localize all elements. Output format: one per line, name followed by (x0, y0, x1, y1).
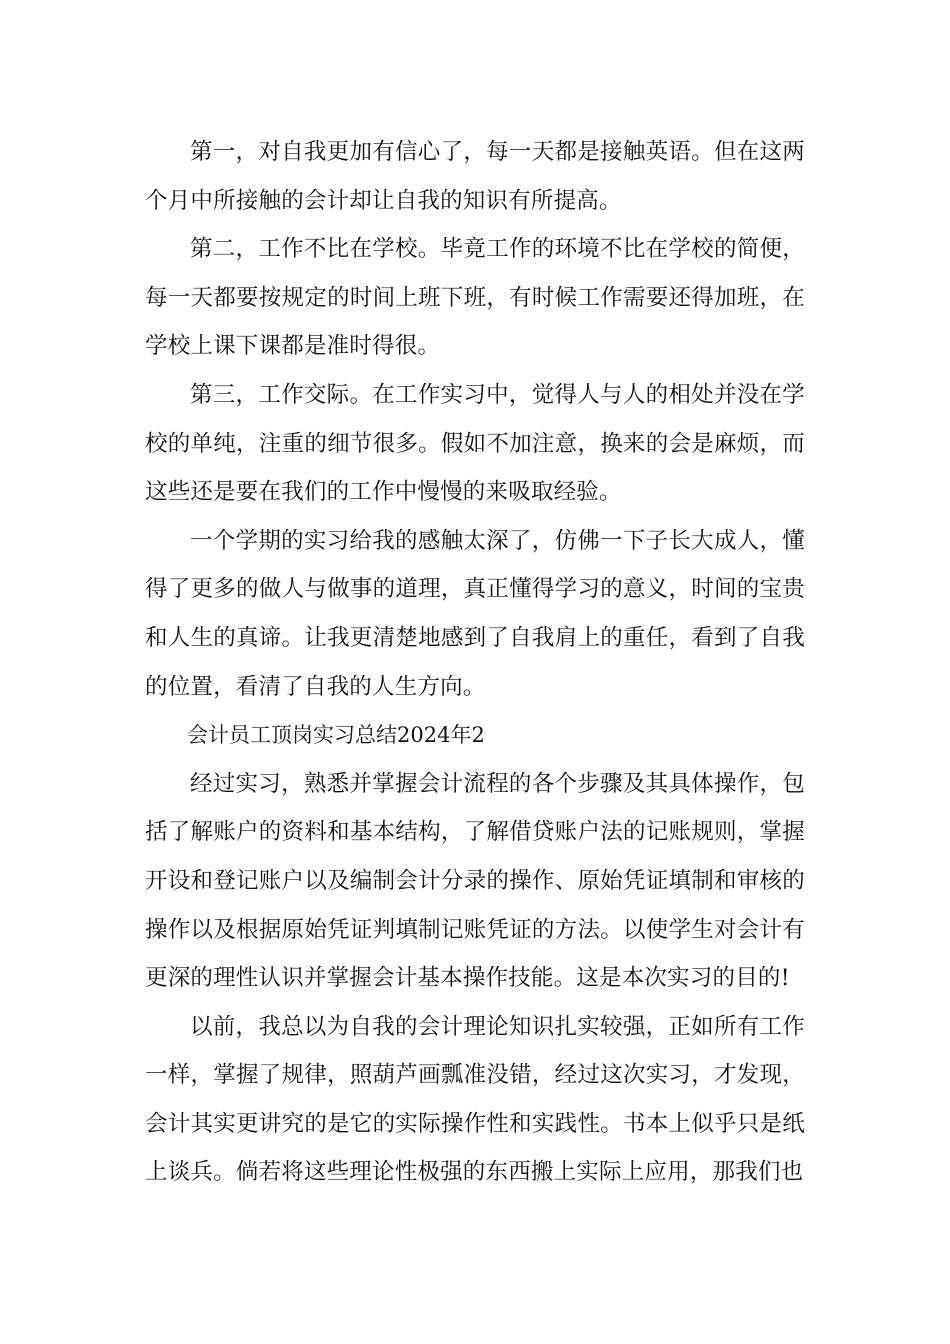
section-heading: 会计员工顶岗实习总结2024年2 (187, 723, 485, 748)
paragraph-internship-goals: 经过实习，熟悉并掌握会计流程的各个步骤及其具体操作，包括了解账户的资料和基本结构，了解借贷账户法的记账规则，掌握开设和登记账户以及编制会计分录的操作、原始凭证填制和审核的操作以及根据原始凭证判填制记账凭证的方法。以使学生对会计有更深的理性认识并掌握会计基本操作技能。这是本次实习的目的! (145, 770, 805, 992)
paragraph-semester-reflection: 一个学期的实习给我的感触太深了，仿佛一下子长大成人，懂得了更多的做人与做事的道理，真正懂得学习的意义，时间的宝贵和人生的真谛。让我更清楚地感到了自我肩上的重任，看到了自我的位置，看清了自我的人生方向。 (145, 527, 805, 700)
paragraph-work-vs-school: 第二，工作不比在学校。毕竟工作的环境不比在学校的简便，每一天都要按规定的时间上班下班，有时候工作需要还得加班，在学校上课下课都是准时得很。 (145, 236, 805, 360)
paragraph-workplace-relations: 第三，工作交际。在工作实习中，觉得人与人的相处并没在学校的单纯，注重的细节很多。假如不加注意，换来的会是麻烦，而这些还是要在我们的工作中慢慢的来吸取经验。 (145, 381, 805, 506)
document-body (145, 128, 805, 1197)
paragraph-theory-vs-practice: 以前，我总以为自我的会计理论知识扎实较强，正如所有工作一样，掌握了规律，照葫芦画瓢准没错，经过这次实习，才发现，会计其实更讲究的是它的实际操作性和实践性。书本上似乎只是纸上谈兵。倘若将这些理论性极强的东西搬上实际上应用，那我们也 (145, 1013, 805, 1186)
paragraph-confidence: 第一，对自我更加有信心了，每一天都是接触英语。但在这两个月中所接触的会计却让自我的知识有所提高。 (145, 139, 805, 214)
